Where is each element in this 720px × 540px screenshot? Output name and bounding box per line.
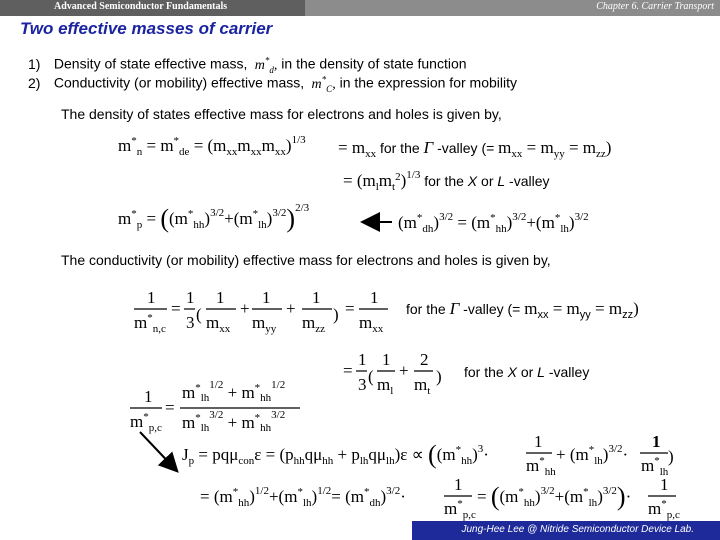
svg-text:Jp = pqμconε = (phhqμhh + plhq: $J_p = pq\mu_{con}\varepsilon = (p_{hh}q\mu_{hh} + p_{lh}q\mu_{lh})\varepsilon \propto ((m^*_{hh})^3\cdot$: [182, 440, 489, 469]
svg-text:m*p,c: $m^*_{p,c}$: [444, 498, 476, 521]
svg-text:m*n = m*de = (mxxmxxmxx)1/3: $m^*_n = m^*_{de} = (m_{xx}m_{xx}m_{xx})^{1/3}$: [118, 134, 306, 158]
svg-text:for the X or L -valley: for the X or L -valley: [464, 364, 590, 380]
svg-text:mxx: $m_{xx}$: [206, 313, 231, 335]
svg-text:= (m*hh)1/2+(m*lh)1/2= (m*dh)3: = $(m^*_{hh})^{1/2}+(m^*_{lh})^{1/2}= (m^*_{dh})^{3/2}\cdot$: [200, 485, 406, 509]
svg-text:m*p = ((m*hh)3/2+(m*lh)3/2)2/3: $m^*_p = ((m^*_{hh})^{3/2}+(m^*_{lh})^{3/2})^{2/3}$: [118, 202, 310, 233]
chapter-title: Chapter 6. Carrier Transport: [596, 1, 714, 12]
definition-symbol: $m^*_d$,: [251, 55, 278, 75]
svg-text:m*n,c: $m^*_{n,c}$: [134, 312, 166, 335]
svg-text:=: =: [345, 299, 355, 318]
definition-text: Density of state effective mass,: [53, 55, 248, 72]
svg-text:+: +: [286, 299, 296, 318]
svg-text:1: 1: [262, 288, 271, 307]
svg-text:mt: $m_t$: [414, 375, 431, 397]
svg-text:1: 1: [186, 288, 195, 307]
svg-text:m*lh3/2 + m*hh3/2: $m^*_{lh}^{3/2} + m^*_{hh}^{3/2}$: [182, 409, 286, 434]
svg-text:for the Γ -valley (= mxx = myy: for the Γ -valley (= $m_{xx} = m_{yy} = m_{zz}$): [406, 299, 639, 321]
course-title: Advanced Semiconductor Fundamentals: [54, 1, 228, 12]
svg-text:1: 1: [216, 288, 225, 307]
svg-text:m*lh1/2 + m*hh1/2: $m^*_{lh}^{1/2} + m^*_{hh}^{1/2}$: [182, 379, 286, 404]
equation-dos-electron: [118, 134, 611, 193]
equation-dos-hole: [118, 202, 589, 235]
svg-text:mxx: $m_{xx}$: [359, 313, 384, 335]
svg-text:1: 1: [652, 432, 661, 451]
svg-text:1: 1: [147, 288, 156, 307]
svg-text:m*hh: $m^*_{hh}$: [526, 455, 556, 478]
footer-credit: Jung-Hee Lee @ Nitride Semiconductor Device Lab.: [461, 524, 694, 535]
svg-text:m*p,c: $m^*_{p,c}$: [648, 498, 680, 521]
svg-text:): ): [668, 447, 674, 466]
svg-text:+ (m*lh)3/2·: + $(m^*_{lh})^{3/2}\cdot$: [556, 443, 629, 467]
equation-current-density-2: [200, 475, 680, 521]
svg-text:=: =: [343, 361, 353, 380]
definition-text: Conductivity (or mobility) effective mass,: [53, 74, 305, 91]
svg-text:= mxx for the Γ -valley (= mx: = $m_{xx}$ $^{for the}$ Γ -valley (= $m_{xx} = m_{yy} = m_{zz}$): [338, 138, 612, 160]
equation-cond-electron-gamma: [134, 288, 639, 335]
conductivity-intro-text: The conductivity (or mobility) effective mass for electrons and holes is given by,: [61, 252, 551, 268]
definition-symbol: $m^*_C$,: [308, 74, 336, 94]
svg-text:ml: $m_l$: [377, 375, 394, 397]
svg-text:3: 3: [358, 375, 367, 394]
svg-text:+: +: [240, 299, 250, 318]
footer-bar: [412, 521, 720, 540]
svg-text:mzz: $m_{zz}$: [302, 313, 325, 335]
svg-text:m*p,c: $m^*_{p,c}$: [130, 411, 162, 434]
svg-text:+: +: [399, 361, 409, 380]
dos-intro-text: The density of states effective mass for electrons and holes is given by,: [61, 106, 502, 122]
svg-text:1: 1: [382, 350, 391, 369]
svg-text:3: 3: [186, 313, 195, 332]
definition-number: 1): [28, 55, 41, 72]
definition-rest: in the density of state function: [281, 55, 467, 72]
svg-text:(: (: [368, 367, 374, 386]
svg-text:1: 1: [312, 288, 321, 307]
svg-text:1: 1: [454, 475, 463, 494]
svg-text:1: 1: [144, 387, 153, 406]
definition-number: 2): [28, 74, 41, 91]
svg-text:(: (: [196, 305, 202, 324]
svg-text:=: =: [171, 299, 181, 318]
svg-text:1: 1: [358, 350, 367, 369]
definition-rest: in the expression for mobility: [339, 74, 517, 91]
svg-text:): ): [436, 367, 442, 386]
svg-text:m*lh: $m^*_{lh}$: [641, 455, 669, 478]
svg-text:= (mlmt2)1/3 for the X or L: = $(m_lm_t^2)^{1/3}$ $_{for the}$ X or L -valley: [343, 169, 550, 193]
svg-text:2: 2: [420, 350, 429, 369]
svg-text:1: 1: [370, 288, 379, 307]
svg-text:myy: $m_{yy}$: [252, 313, 277, 335]
svg-text:= ((m*hh)3/2+(m*lh)3/2)·: = $((m^*_{hh})^{3/2}+(m^*_{lh})^{3/2})\cdot$: [477, 482, 632, 511]
svg-text:=: =: [165, 398, 175, 417]
equation-current-density: [182, 432, 674, 478]
equation-cond-electron-xl: [343, 350, 589, 397]
slide-title: Two effective masses of carrier: [20, 19, 273, 38]
svg-text:1: 1: [660, 475, 669, 494]
svg-text:1: 1: [534, 432, 543, 451]
svg-text:): ): [333, 305, 339, 324]
svg-text:(m*dh)3/2 = (m*hh)3/2+(m*lh)3/: $(m^*_{dh})^{3/2} = (m^*_{hh})^{3/2}+(m^*_{lh})^{3/2}$: [398, 211, 589, 235]
